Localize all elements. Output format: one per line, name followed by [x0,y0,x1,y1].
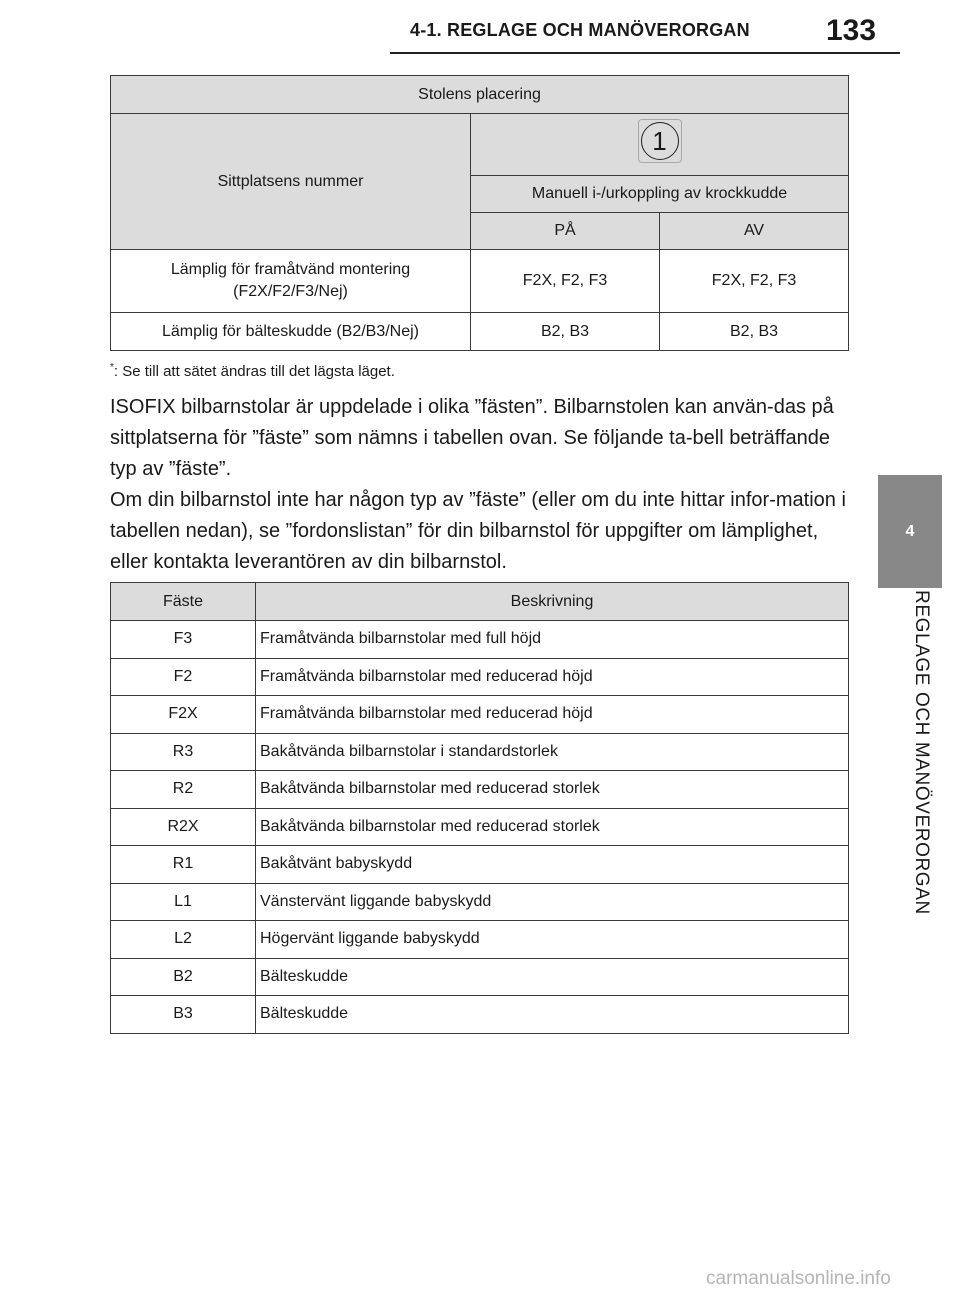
mount-code: R3 [111,733,256,771]
table-row [111,883,849,921]
seat-suitability-table [110,75,849,351]
mount-code: F2X [111,696,256,734]
section-title: 4-1. REGLAGE OCH MANÖVERORGAN [410,20,750,40]
footnote [110,362,395,380]
row-av-value: F2X, F2, F3 [660,250,849,313]
mount-code: R2 [111,771,256,809]
mount-description: Bakåtvända bilbarnstolar i standardstorlek [256,733,849,771]
seat-number-cell [471,114,849,176]
header-airbag-switch: Manuell i-/urkoppling av krockkudde [471,176,849,213]
chapter-tab[interactable] [878,475,942,588]
chapter-side-label: REGLAGE OCH MANÖVERORGAN [911,590,932,915]
mount-type-table [110,582,849,1034]
watermark: carmanualsonline.info [706,1268,891,1289]
paragraph: Om din bilbarnstol inte har någon typ av ”fäste” (eller om du inte hittar infor-mation i tabellen nedan), se ”fordonslistan” för din bilbarnstol för uppgifter om lämplighet, eller kontakta leverantören av din bilbarnstol. [110,489,846,573]
table-row [111,696,849,734]
table-row [111,846,849,884]
mount-code: L1 [111,883,256,921]
mount-description: Högervänt liggande babyskydd [256,921,849,959]
mount-code: B3 [111,996,256,1034]
mount-code: L2 [111,921,256,959]
table-row [111,250,849,313]
row-label: Lämplig för bälteskudde (B2/B3/Nej) [111,313,471,351]
row-av-value: B2, B3 [660,313,849,351]
header-faste: Fäste [111,583,256,621]
table-row [111,996,849,1034]
page-number: 133 [826,14,877,47]
table-row [111,658,849,696]
mount-code: F2 [111,658,256,696]
footnote-text: : Se till att sätet ändras till det lägsta läget. [113,363,395,380]
mount-code: B2 [111,958,256,996]
mount-code: F3 [111,621,256,659]
seat-1-icon [638,119,682,163]
table-row [111,771,849,809]
header-av: AV [660,213,849,250]
mount-description: Framåtvända bilbarnstolar med reducerad höjd [256,658,849,696]
header-beskrivning: Beskrivning [256,583,849,621]
header-sittplatsens-nummer: Sittplatsens nummer [111,114,471,250]
chapter-number: 4 [905,522,915,540]
header-stolens-placering: Stolens placering [111,76,849,114]
table-row [111,958,849,996]
table-row [111,808,849,846]
seat-number: 1 [641,122,679,160]
mount-description: Bakåtvänt babyskydd [256,846,849,884]
table-row [111,621,849,659]
table-row [111,733,849,771]
mount-description: Bälteskudde [256,958,849,996]
table-row [111,313,849,351]
mount-description: Framåtvända bilbarnstolar med full höjd [256,621,849,659]
mount-code: R1 [111,846,256,884]
mount-description: Bakåtvända bilbarnstolar med reducerad storlek [256,771,849,809]
row-pa-value: B2, B3 [471,313,660,351]
paragraph: ISOFIX bilbarnstolar är uppdelade i olika ”fästen”. Bilbarnstolen kan använ-das på sittplatserna för ”fäste” som nämns i tabellen ovan. Se följande ta-bell beträffande typ av ”fäste”. [110,396,834,480]
footnote-marker: * [110,362,114,373]
mount-description: Bälteskudde [256,996,849,1034]
row-label: Lämplig för framåtvänd montering (F2X/F2/F3/Nej) [111,250,471,313]
mount-description: Framåtvända bilbarnstolar med reducerad höjd [256,696,849,734]
row-pa-value: F2X, F2, F3 [471,250,660,313]
header-divider [390,52,900,54]
body-text [110,392,855,578]
mount-description: Bakåtvända bilbarnstolar med reducerad storlek [256,808,849,846]
header-pa: PÅ [471,213,660,250]
table-row [111,921,849,959]
mount-description: Vänstervänt liggande babyskydd [256,883,849,921]
mount-code: R2X [111,808,256,846]
